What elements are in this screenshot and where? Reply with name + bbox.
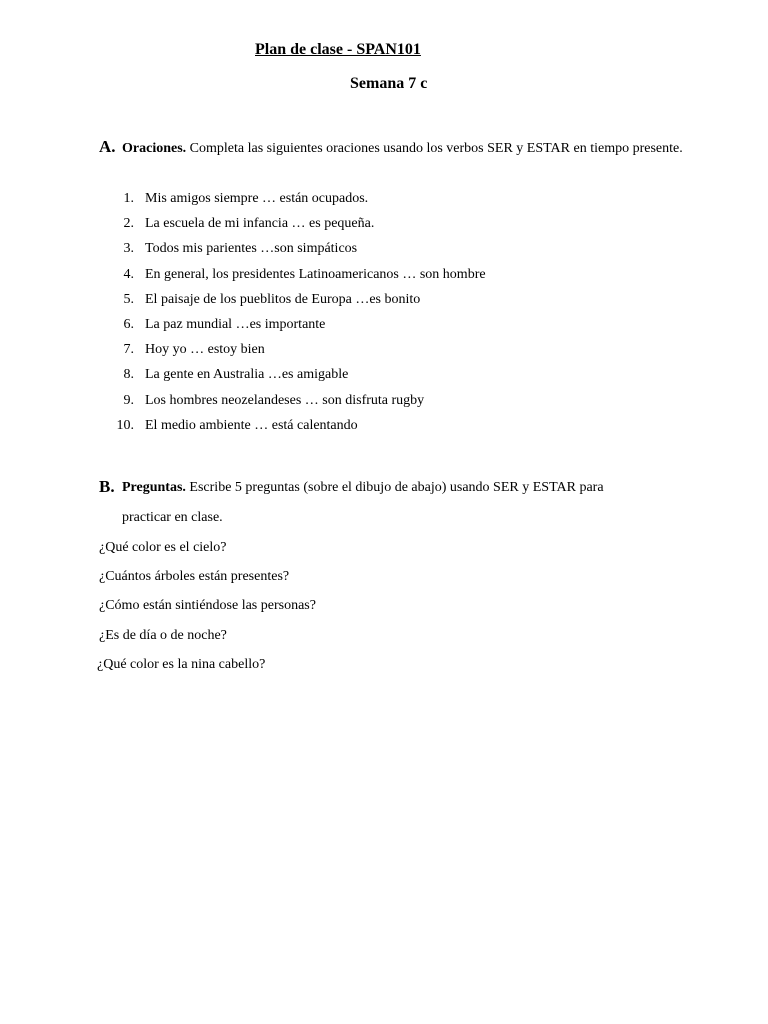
section-a-letter: A. — [99, 137, 116, 156]
question-item: ¿Es de día o de noche? — [99, 628, 227, 643]
list-item-number: 9. — [123, 392, 134, 408]
list-item-text: Todos mis parientes …son simpáticos — [145, 241, 358, 257]
list-item-text: Mis amigos siempre … están ocupados. — [145, 191, 369, 206]
list-item-text: La escuela de mi infancia … es pequeña. — [145, 216, 375, 232]
list-item — [112, 416, 486, 441]
list-item-number: 4. — [123, 266, 134, 282]
list-item — [112, 214, 486, 239]
section-b-instructions-continued: practicar en clase. — [122, 510, 223, 525]
list-item — [112, 340, 486, 365]
list-item-number: 5. — [123, 291, 134, 307]
list-item-text: La gente en Australia …es amigable — [145, 367, 349, 383]
question-item: ¿Cómo están sintiéndose las personas? — [99, 598, 316, 613]
list-item-text: El medio ambiente … está calentando — [145, 417, 358, 433]
sentence-list — [112, 189, 486, 441]
list-item — [112, 290, 486, 315]
list-item — [112, 365, 486, 390]
list-item — [112, 391, 486, 416]
page-title: Plan de clase - SPAN101 — [255, 41, 421, 58]
list-item-number: 1. — [123, 191, 134, 206]
list-item — [112, 265, 486, 290]
list-item-number: 2. — [123, 216, 134, 232]
list-item — [112, 189, 486, 214]
section-a-heading: Oraciones. — [122, 141, 187, 156]
list-item-text: Hoy yo … estoy bien — [145, 342, 265, 358]
list-item-text: El paisaje de los pueblitos de Europa …es bonito — [145, 291, 421, 307]
list-item — [112, 239, 486, 264]
list-item-number: 7. — [123, 342, 134, 358]
list-item-text: En general, los presidentes Latinoamericanos … son hombre — [145, 266, 486, 282]
section-b-instructions-text: Escribe 5 preguntas (sobre el dibujo de abajo) usando SER y ESTAR para — [185, 480, 604, 495]
list-item-number: 8. — [123, 367, 134, 383]
question-item: ¿Cuántos árboles están presentes? — [99, 569, 290, 584]
section-b-heading: Preguntas. — [122, 480, 186, 495]
section-b-instructions — [122, 478, 604, 497]
list-item-text: La paz mundial …es importante — [145, 316, 326, 332]
list-item-number: 10. — [116, 417, 134, 433]
section-b-letter: B. — [99, 477, 115, 496]
list-item-number: 6. — [123, 316, 134, 332]
list-item — [112, 315, 486, 340]
section-a-instructions-text: Completa las siguientes oraciones usando los verbos SER y ESTAR en tiempo presente. — [186, 141, 683, 156]
list-item-text: Los hombres neozelandeses … son disfruta rugby — [145, 392, 425, 408]
question-item: ¿Qué color es el cielo? — [99, 540, 227, 555]
page-subtitle: Semana 7 c — [350, 75, 428, 92]
list-item-number: 3. — [123, 241, 134, 257]
section-a-instructions — [122, 139, 702, 158]
question-item: ¿Qué color es la nina cabello? — [97, 657, 266, 672]
